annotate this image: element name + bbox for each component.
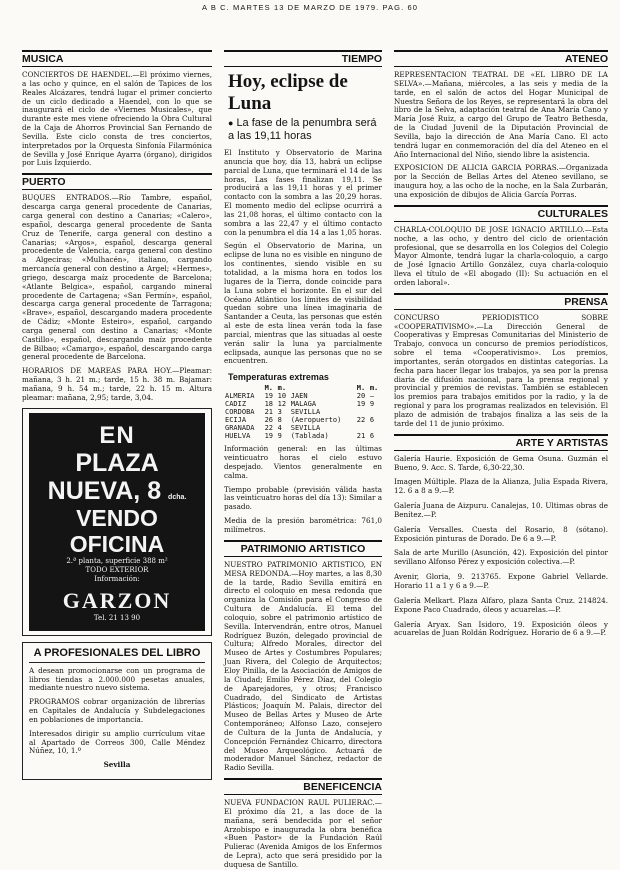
temperature-row: [224, 392, 382, 400]
temp-max: 22: [356, 416, 366, 425]
temp-max: 22: [264, 424, 273, 433]
temperature-table: [224, 384, 382, 440]
temp-max: 26: [264, 416, 273, 425]
ad-oficina: [22, 408, 212, 636]
gallery-item: Galería Versalles. Cuesta del Rosario, 8 (sótano). Exposición pinturas de Dorado. De 6 a 9.—P.: [394, 524, 608, 543]
ad-oficina-line3: VENDO OFICINA: [69, 504, 165, 557]
tiempo-probable: Tiempo probable (previsión válida hasta las veinticuatro horas del día 13): Similar a pasado.: [224, 484, 383, 512]
temp-min: 9: [369, 400, 375, 409]
gallery-item: Galería Melkart. Plaza Alfaro, plaza Santa Cruz. 214824. Expone Paco Cuadrado, óleos y acuarelas.—P.: [394, 595, 608, 614]
temp-city: CADIZ: [225, 400, 247, 409]
tiempo-general: Información general: en las últimas veinticuatro horas el cielo estuvo despejado. Vientos generalmente en calma.: [224, 444, 382, 480]
section-header-ateneo: ATENEO: [394, 50, 608, 67]
temp-max: 21: [356, 432, 366, 441]
temp-city: MALAGA: [290, 400, 317, 409]
temp-min: 6: [369, 416, 375, 425]
section-header-tiempo: TIEMPO: [224, 50, 382, 67]
temp-min: —: [369, 392, 375, 401]
prensa-article: CONCURSO PERIODISTICO SOBRE «COOPERATIVISMO».—La Dirección General de Cooperativas y Empresas Comunitarias del Ministerio de Trabajo, convoca un concurso de premios periodísticos, sobre el tema «Cooperativismo». Los premios, importantes, serán otorgados en distintas categorías. La fecha para hacer llegar los trabajos, ya sea por la prensa diaria de difusión nacional, para la prensa regional y provincial y premios de revistas. También se establecen los premios para trabajos emitidos por la radio, y la de regional y para los programas realizados en televisión. El plazo de admisión de trabajos finaliza a las seis de la tarde del 11 de junio próximo.: [394, 312, 608, 428]
ateneo-article: REPRESENTACION TEATRAL DE «EL LIBRO DE LA SELVA».—Mañana, miércoles, a las seis y media de la tarde, en el salón de actos del Hogar Municipal de Nuestra Señora de los Reyes, se representará la obra del libro de la Selva, adaptación teatral de Ana María Cano y María José Ruiz, a cargo del Grupo de Teatro Bethesda, de la Ciudad Juvenil de la Diputación Provincial de Sevilla, bajo la dirección de Ana María Cano. El acto tendrá lugar en conmemoración del día del Ateneo en el Año Internacional del Niño, siendo libre la asistencia.: [394, 70, 608, 159]
musica-article: CONCIERTOS DE HAENDEL.—El próximo viernes, a las ocho y quince, en el salón de Tapices de los Reales Alcázares, tendrá lugar el primer concierto de un ciclo dedicado a Haendel, con lo que se inaugurará el ciclo de «Viernes Musicales», que durante este mes viene ofreciendo la Obra Cultural de la Caja de Ahorros Provincial San Fernando de Sevilla. Este ciclo consta de tres conciertos, interpretados por la Orquesta Sinfonía Filarmónica de Sevilla y José Enrique Ayarra (órgano), dirigidos por Luis Izquierdo.: [22, 70, 212, 168]
temp-city: SEVILLA: [290, 408, 321, 417]
ad-libro-text2: PROGRAMOS cobrar organización de librerías en Capitales de Andalucía y Subdelegaciones en poblaciones de importancia.: [29, 697, 205, 724]
tiempo-subhead-text: La fase de la penumbra será a las 19,11 horas: [228, 117, 377, 142]
ad-oficina-small1: 2.ª planta, superficie 388 m²: [66, 556, 168, 565]
tiempo-headline: Hoy, eclipse de Luna: [228, 71, 348, 114]
temp-city: ALMERIA: [225, 392, 255, 401]
ad-oficina-line2: [35, 449, 199, 505]
ad-oficina-banner: [29, 413, 205, 631]
temp-max: 21: [264, 408, 273, 417]
temp-max: 19: [264, 432, 273, 441]
temp-max: 19: [264, 392, 273, 401]
temp-min: 10: [277, 392, 287, 401]
temp-city: (Aeropuerto): [290, 416, 342, 425]
temp-max: 20: [356, 392, 366, 401]
ad-libro-title: A PROFESIONALES DEL LIBRO: [29, 647, 205, 663]
section-header-prensa: PRENSA: [394, 293, 608, 310]
ad-oficina-side: dcha.: [168, 493, 187, 501]
column-middle: [224, 50, 383, 869]
temp-city: CORDOBA: [225, 408, 255, 417]
tiempo-article-2: Según el Observatorio de Marina, un eclipse de luna no es visible en ninguno de los continentes, siendo visible en su totalidad, a la misma hora en todos los lugares de la Tierra, donde coincide para la Luna sobre el horizonte. En el sur del Océano Atlántico los límites de visibilidad quedan sobre una línea imaginaria de Santander a Ceuta, las personas que estén al este de esta línea verán toda la fase parcial, mientras que las situadas al oeste verán salir la luna ya parcialmente eclipsada, aunque las personas que no se encuentren.: [224, 241, 382, 366]
temp-max: [356, 408, 369, 416]
temp-max: 18: [264, 400, 273, 409]
temp-city: ECIJA: [225, 416, 247, 425]
temp-min: 9: [277, 432, 282, 441]
temp-min: [369, 408, 382, 416]
gallery-item: Imagen Múltiple. Plaza de la Alianza, Julia Espada Rivera, 12. 6 a 8 a 9.—P.: [394, 477, 608, 496]
gallery-item: Sala de arte Murillo (Asunción, 42). Exposición del pintor sevillano Alfonso Pérez y exposición colectiva.—P.: [394, 548, 608, 567]
temperature-row: [224, 424, 382, 432]
gallery-item: Galería Haurie. Exposición de Gema Osuna. Guzmán el Bueno, 9. Acc. S. Tarde, 6,30-22,30.: [394, 453, 608, 472]
culturales-article: CHARLA-COLOQUIO DE JOSE IGNACIO ARTILLO.—Esta noche, a las ocho, y dentro del ciclo de orientación profesional, que se desarrolla en los Colegios del Colegio Mayor Almonte, tendrá lugar la charla-coloquio, a cargo de José Ignacio Artillo González, cuya charla-coloquio lleva el título de «El abogado (II): Su actuación en el orden laboral».: [394, 224, 608, 287]
temp-min: [369, 424, 382, 432]
temp-col-max: M.: [356, 384, 366, 393]
temperature-row: [224, 400, 382, 408]
tiempo-subhead: [228, 117, 382, 143]
ad-oficina-small3: Información:: [94, 574, 140, 583]
temp-col-max: M.: [264, 384, 273, 393]
temperature-row: [224, 432, 382, 440]
temperature-row: [224, 408, 382, 416]
gallery-item: Galería Juana de Aizpuru. Canalejas, 10. Ultimas obras de Benítez.—P.: [394, 501, 608, 519]
mareas-article: HORARIOS DE MAREAS PARA HOY.—Pleamar: mañana, 3 h. 21 m.; tarde, 15 h. 38 m. Bajamar: mañana, 9 h. 54 m.; tarde, 22 h. 15 m. Altura pleamar: mañana, 2,95; tarde, 3,04.: [22, 366, 212, 402]
bullet-icon: ●: [228, 118, 234, 128]
temp-city: SEVILLA: [290, 424, 321, 433]
temp-min: 3: [277, 408, 282, 417]
temp-max: [356, 424, 369, 432]
tiempo-presion: Media de la presión barométrica: 761,0 milímetros.: [224, 516, 382, 534]
puerto-article: BUQUES ENTRADOS.—Río Tambre, español, descarga carga general procedente de Canarias, carga general con destino a Canarias; «Calero», español, descarga general procedente de Santa Cruz de Tenerife, carga general con destino a Canarias; «Argos», español, descarga general procedente de Valencia, carga general con destino a Algeciras; «Mulhacén», italiano, cargando mercancía general con destino a Argel; «Hermes», griego, descarga maíz procedente de Barcelona; «Atlante Belgica», español, cargando mineral procedente de Cartagena; «San Fermín», español, descarga carga general procedente de Tarragona; «Brave», español, descargando madera procedente de Cádiz; «Monte Esteiro», español, cargando carga general con destino a Canarias; «Monte Castillo», español, descargando maíz procedente de Bilbao; «Camargo», español, descargando carga general procedente de Barcelona.: [22, 193, 212, 362]
ad-oficina-phone: Tel. 21 13 90: [93, 613, 141, 622]
temp-city: GRANADA: [225, 424, 255, 433]
page-header: A B C. MARTES 13 DE MARZO DE 1979. PAG. 60: [202, 3, 418, 12]
section-header-beneficencia: BENEFICENCIA: [224, 778, 382, 795]
section-header-culturales: CULTURALES: [394, 205, 608, 222]
temp-min: 6: [369, 432, 375, 441]
ad-libro-text1: A desean promocionarse con un programa de libros tiendas a 2.000.000 pesetas anuales, mediante nuestro nuevo sistema.: [29, 665, 205, 693]
section-header-arte: ARTE Y ARTISTAS: [394, 434, 608, 451]
temp-min: 12: [277, 400, 287, 409]
ad-oficina-address: PLAZA NUEVA, 8: [47, 448, 162, 505]
column-left: [22, 50, 212, 805]
temp-max: 19: [356, 400, 366, 409]
ad-libro-city: Sevilla: [103, 760, 131, 770]
ad-libro: [22, 642, 212, 780]
temperature-title: Temperaturas extremas: [228, 372, 329, 383]
exposicion-article: EXPOSICION DE ALICIA GARCIA PORRAS.—Organizada por la Sección de Bellas Artes del Ateneo sevillano, se inaugura hoy, a las ocho de la noche, en la Sala Zurbarán, una exposición de dibujos de Alicia García Porras.: [394, 163, 608, 199]
column-right: [394, 50, 608, 805]
ad-oficina-line1: EN: [99, 421, 135, 449]
ad-oficina-small2: TODO EXTERIOR: [85, 565, 149, 574]
temp-min: 4: [277, 424, 282, 433]
temp-col-min: m.: [277, 384, 287, 393]
tiempo-article-1: El Instituto y Observatorio de Marina anuncia que hoy, día 13, habrá un eclipse parcial de Luna, que terminará el 14 de las horas, Las fases finalizan 19,11. Se producirá a las 19,11 horas y el primer contacto con la sombra a las 20,29 horas. El momento medio del eclipse ocurrirá a las 21,08 horas, el último contacto con la sombra a las 22,47 y el último contacto con la penumbra el día 14 a las 1,05 horas.: [224, 148, 382, 237]
temp-city: (Tablada): [290, 432, 329, 441]
section-header-puerto: PUERTO: [22, 173, 212, 190]
ad-oficina-logo: GARZON: [62, 587, 172, 613]
section-header-patrimonio: PATRIMONIO ARTISTICO: [224, 540, 382, 557]
gallery-item: Avenir, Gloria, 9. 213765. Expone Gabriel Vellarde. Horario 11 a 1 y 6 a 9.—P.: [394, 572, 608, 590]
section-header-musica: MUSICA: [22, 50, 212, 67]
temp-col-min: m.: [369, 384, 379, 393]
ad-libro-text3: Interesados dirigir su amplio currículum vitae al Apartado de Correos 300, Calle Méndez Núñez, 10, 1.º: [29, 728, 205, 756]
gallery-item: Galería Aryax. San Isidoro, 19. Exposición óleos y acuarelas de Juan Roldán Rodríguez. Horario de 6 a 9.—P.: [394, 619, 608, 638]
temp-city: HUELVA: [225, 432, 251, 441]
temperature-row: [224, 416, 382, 424]
temperature-header-row: [224, 384, 382, 392]
temp-city: JAEN: [290, 392, 308, 401]
beneficencia-article: NUEVA FUNDACION RAUL PULIERAC.—El próximo día 21, a las doce de la mañana, será bendecida por el señor Arzobispo e inaugurada la obra benéfica «Buen Pastor» de la Fundación Raúl Pulierac (Avenida Amigos de los Enfermos de Lepra), acto que será presidido por la duquesa de Santillo.: [224, 798, 382, 869]
patrimonio-article: NUESTRO PATRIMONIO ARTISTICO, EN MESA REDONDA.—Hoy martes, a las 8,30 de la tarde, Radio Sevilla emitirá en directo el coloquio en mesa redonda que organiza la Comisión para el Congreso de Cultura de Andalucía. El tema del coloquio, sobre el patrimonio artístico de Sevilla. Intervendrán, entre otros, Manuel Rodríguez Buzón, delegado provincial de Cultura; Alfredo Morales, director del Museo de Artes y Costumbres Populares; Juan Rivera, del Colegio de Arquitectos; Eloy Pinilla, de la Asociación de Amigos de la Ciudad; Emilio Pérez Díaz, del Colegio de Aparejadores, y otros; Francisco Cuadrado, del Sindicato de Artistas Plásticos; Joaquín M. Palais, director del Museo de Bellas Artes y Museo de Arte Contemporáneo; Alfonso Lazo, consejero de Cultura de la Junta de Andalucía, y Concepción Fernández Chicarro, directora del Museo Arqueológico. Actuará de moderador Manuel Sánchez, redactor de Radio Sevilla.: [224, 559, 382, 773]
temp-min: 8: [277, 416, 282, 425]
